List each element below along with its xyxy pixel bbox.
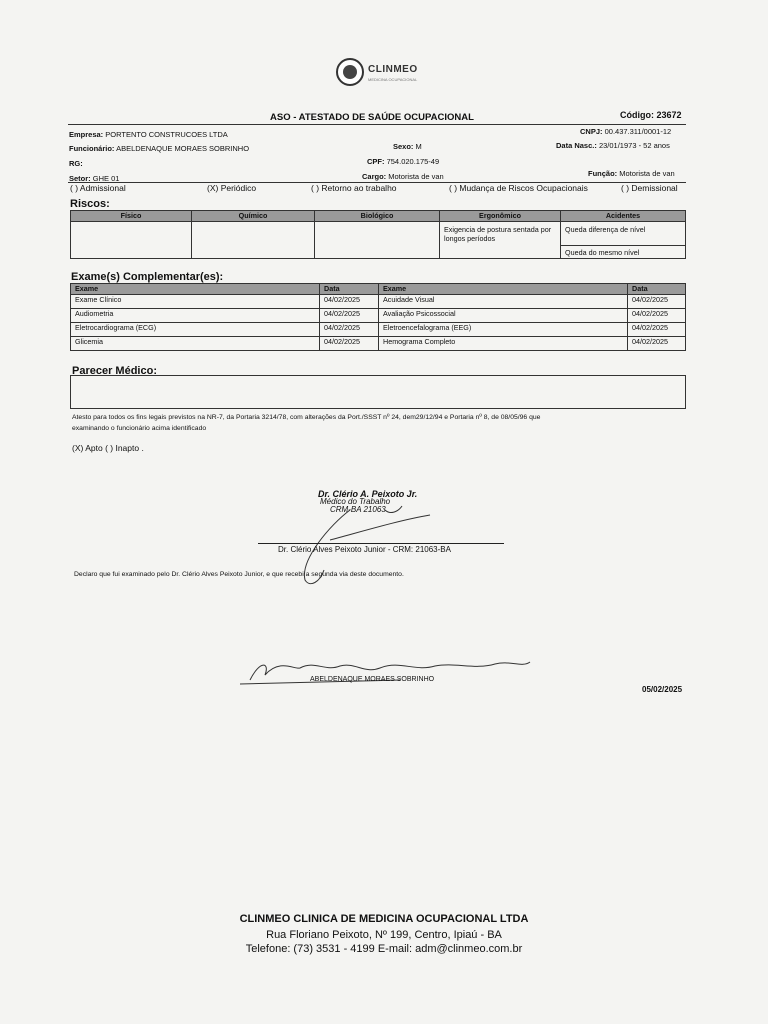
patient-signature-icon [240,650,540,690]
riscos-header-biologico: Biológico [315,211,440,222]
stamp-role: Médico do Trabalho [320,497,391,506]
exam-type-demissional: ( ) Demissional [621,183,678,193]
parecer-title: Parecer Médico: [72,365,157,377]
document-code [620,110,682,120]
funcao-label: Função: [588,169,618,178]
cnpj-field [580,127,671,136]
riscos-title: Riscos: [70,198,110,210]
table-row [71,337,686,351]
atesto-line-1: Atesto para todos os fins legais previstos na NR-7, da Portaria 3214/78, com alterações da Port./SSST nº 24, dem29/12/94 e Portaria nº 8, de 08/05/96 que [72,414,541,421]
empresa-value: PORTENTO CONSTRUCOES LTDA [105,130,228,139]
riscos-header-fisico: Físico [71,211,192,222]
exam-type-admissional: ( ) Admissional [70,183,126,193]
exame-name-cell: Hemograma Completo [379,337,628,351]
cnpj-value: 00.437.311/0001-12 [604,127,672,136]
exame-name-cell: Exame Clínico [71,295,320,309]
exames-title: Exame(s) Complementar(es): [71,271,224,283]
atesto-text [72,412,687,434]
funcionario-field [69,144,249,153]
exam-type-mudanca: ( ) Mudança de Riscos Ocupacionais [449,183,588,193]
riscos-header-acidentes: Acidentes [561,211,686,222]
parecer-box [70,375,686,409]
setor-value: GHE 01 [92,174,120,183]
stamp-name: Dr. Clério A. Peixoto Jr. [318,489,418,499]
table-row [71,323,686,337]
doctor-stamp [318,490,417,514]
riscos-header-quimico: Químico [192,211,315,222]
exame-date-cell: 04/02/2025 [320,309,379,323]
exame-date-cell: 04/02/2025 [628,309,686,323]
risco-acidente-cell: Queda do mesmo nível [561,246,686,259]
footer-company: CLINMEO CLINICA DE MEDICINA OCUPACIONAL LTDA [239,913,529,925]
cpf-value: 754.020.175-49 [386,157,440,166]
clinic-logo [336,56,436,92]
cpf-label: CPF: [367,157,385,166]
cpf-field [367,157,439,166]
exame-date-cell: 04/02/2025 [320,337,379,351]
doctor-signature-line [258,543,504,544]
logo-tagline: MEDICINA OCUPACIONAL [368,77,418,82]
exames-header-row [71,284,686,295]
empresa-field [69,130,228,139]
exame-date-cell: 04/02/2025 [320,295,379,309]
exam-type-periodico: (X) Periódico [207,183,257,193]
codigo-value: 23672 [656,110,682,120]
cargo-field [362,172,444,181]
riscos-header-row [71,211,686,222]
sexo-field [393,142,422,151]
exames-header-exame-2: Exame [379,284,628,295]
funcao-value: Motorista de van [619,169,675,178]
risco-ergonomico-cell: Exigencia de postura sentada por longos períodos [440,222,561,259]
cnpj-label: CNPJ: [580,127,603,136]
exame-name-cell: Avaliação Psicossocial [379,309,628,323]
setor-label: Setor: [69,174,91,183]
risco-fisico-cell [71,222,192,259]
exame-name-cell: Acuidade Visual [379,295,628,309]
cargo-value: Motorista de van [388,172,444,181]
funcao-field [588,169,675,178]
stamp-crm: CRM-BA 21063 [330,505,386,514]
document-date: 05/02/2025 [642,685,683,694]
exames-header-exame: Exame [71,284,320,295]
exame-date-cell: 04/02/2025 [628,295,686,309]
exames-header-data: Data [320,284,379,295]
nascimento-field [556,141,670,150]
logo-name: CLINMEO [368,64,418,75]
risco-biologico-cell [315,222,440,259]
document-title: ASO - ATESTADO DE SAÚDE OCUPACIONAL [270,112,474,123]
divider [68,124,686,125]
footer-contact: Telefone: (73) 3531 - 4199 E-mail: adm@clinmeo.com.br [245,943,523,955]
funcionario-label: Funcionário: [69,144,115,153]
rg-label: RG: [69,159,83,168]
riscos-table [70,210,686,259]
exame-date-cell: 04/02/2025 [628,323,686,337]
table-row [71,222,686,246]
risco-acidente-cell: Queda diferença de nível [561,222,686,246]
nascimento-label: Data Nasc.: [556,141,597,150]
sexo-value: M [415,142,422,151]
atesto-line-2: examinando o funcionário acima identificado [72,425,207,432]
logo-emblem-icon [336,58,364,86]
table-row [71,295,686,309]
doctor-name: Dr. Clério Alves Peixoto Junior - CRM: 21063-BA [278,545,451,554]
exam-type-retorno: ( ) Retorno ao trabalho [311,183,397,193]
funcionario-value: ABELDENAQUE MORAES SOBRINHO [116,144,250,153]
empresa-label: Empresa: [69,130,104,139]
exame-date-cell: 04/02/2025 [628,337,686,351]
exame-name-cell: Eletrocardiograma (ECG) [71,323,320,337]
rg-field [69,159,83,168]
riscos-header-ergonomico: Ergonômico [440,211,561,222]
declaration-text: Declaro que fui examinado pelo Dr. Clério Alves Peixoto Junior, e que recebi a segunda via deste documento. [74,571,404,578]
exames-table [70,283,686,351]
exame-name-cell: Audiometria [71,309,320,323]
exame-date-cell: 04/02/2025 [320,323,379,337]
footer-address: Rua Floriano Peixoto, Nº 199, Centro, Ipiaú - BA [266,929,502,941]
codigo-label: Código: [620,110,654,120]
exame-name-cell: Eletroencefalograma (EEG) [379,323,628,337]
patient-name: ABELDENAQUE MORAES SOBRINHO [310,676,435,683]
exames-header-data-2: Data [628,284,686,295]
table-row [71,309,686,323]
risco-quimico-cell [192,222,315,259]
nascimento-value: 23/01/1973 - 52 anos [598,141,670,150]
cargo-label: Cargo: [362,172,387,181]
apto-status: (X) Apto ( ) Inapto . [72,443,144,453]
exame-name-cell: Glicemia [71,337,320,351]
sexo-label: Sexo: [393,142,414,151]
